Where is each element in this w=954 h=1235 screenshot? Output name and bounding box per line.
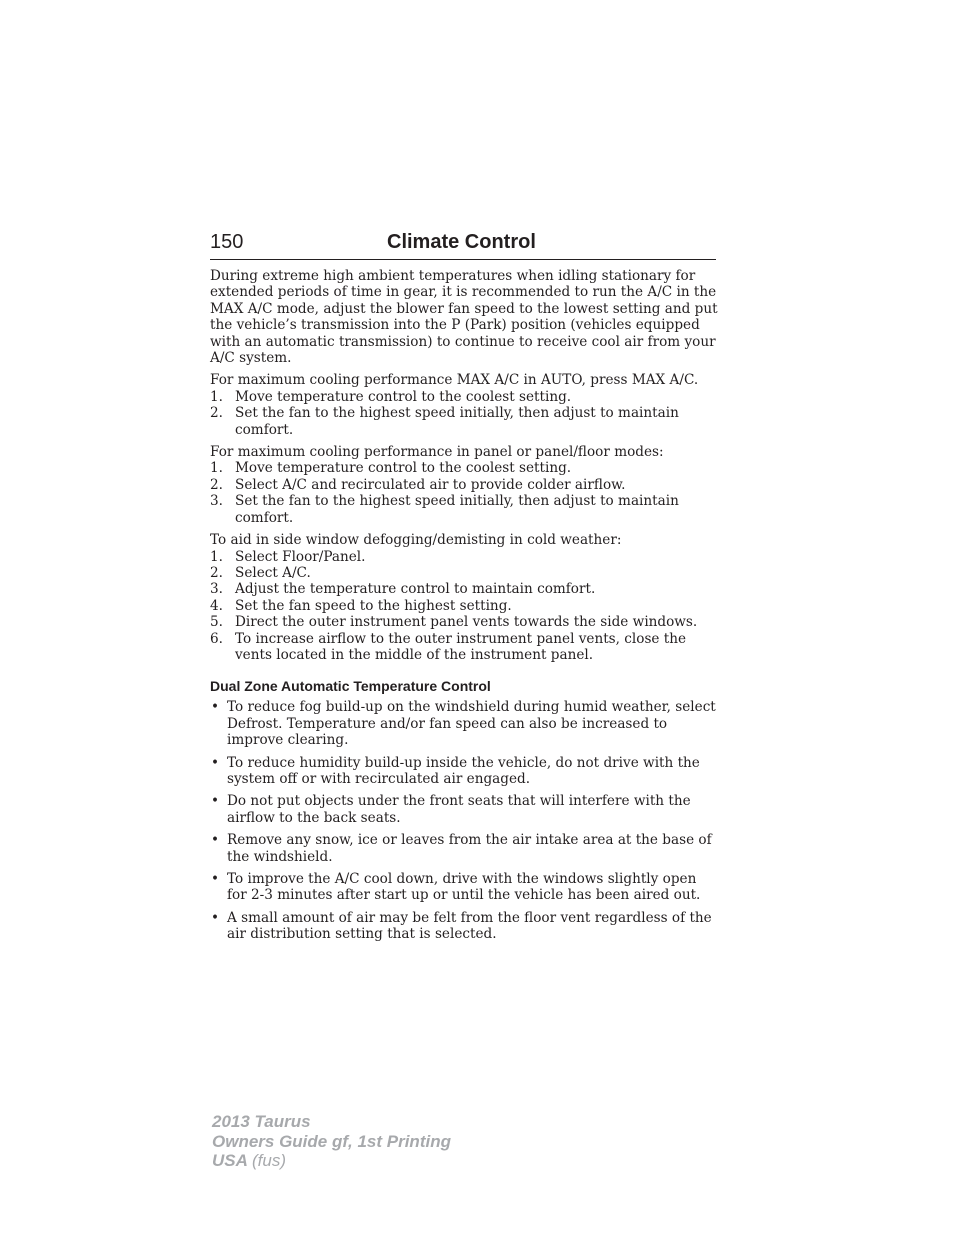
- list-item: 1. Move temperature control to the coolest setting.: [210, 388, 572, 405]
- max-ac-lead: For maximum cooling performance MAX A/C in AUTO, press MAX A/C.: [210, 372, 699, 389]
- footer-region-code: (fus): [252, 1151, 286, 1170]
- list-item: 2. Select A/C and recirculated air to provide colder airflow.: [210, 476, 626, 493]
- list-item: • Do not put objects under the front seats that will interfere with the airflow to the back seats.: [211, 793, 691, 826]
- page-number: 150: [210, 231, 244, 253]
- list-item: 2. Select A/C.: [210, 564, 311, 581]
- list-item: • Remove any snow, ice or leaves from the air intake area at the base of the windshield.: [211, 832, 712, 865]
- intro-paragraph: During extreme high ambient temperatures when idling stationary for extended periods of time in gear, it is recommended to run the A/C in the MAX A/C mode, adjust the blower fan speed to the lowest setting and put the vehicle’s transmission into the P (Park) position (vehicles equipped with an automatic transmission) to continue to receive cool air from your A/C system.: [210, 268, 718, 367]
- footer-edition: Owners Guide gf, 1st Printing: [212, 1131, 451, 1151]
- dual-zone-bullets: [210, 699, 720, 942]
- list-item: 6. To increase airflow to the outer instrument panel vents, close the vents located in the middle of the instrument panel.: [210, 630, 687, 663]
- bullet-icon: •: [211, 909, 220, 926]
- page-body: [210, 268, 720, 949]
- bullet-icon: •: [211, 871, 220, 887]
- panel-steps: [210, 460, 720, 526]
- list-item: 3. Set the fan to the highest speed initially, then adjust to maintain comfort.: [210, 493, 679, 526]
- list-item: • A small amount of air may be felt from the floor vent regardless of the air distribution setting that is selected.: [211, 909, 712, 943]
- list-item: 2. Set the fan to the highest speed initially, then adjust to maintain comfort.: [210, 405, 679, 438]
- bullet-icon: •: [211, 754, 220, 771]
- page-footer: [212, 1112, 451, 1171]
- bullet-icon: •: [211, 699, 220, 716]
- footer-region: USA (fus): [212, 1151, 286, 1170]
- list-item: • To reduce humidity build-up inside the vehicle, do not drive with the system off or with recirculated air engaged.: [211, 754, 700, 787]
- list-item: • To improve the A/C cool down, drive with the windows slightly open for 2-3 minutes after start up or until the vehicle has been aired out.: [211, 871, 701, 904]
- bullet-icon: •: [211, 793, 220, 810]
- list-item: 1. Select Floor/Panel.: [210, 548, 366, 565]
- section-heading: Dual Zone Automatic Temperature Control: [210, 678, 491, 695]
- defog-steps: [210, 549, 720, 664]
- page-title: Climate Control: [387, 231, 536, 253]
- list-item: 4. Set the fan speed to the highest setting.: [210, 597, 512, 614]
- page-header: [210, 229, 716, 260]
- bullet-icon: •: [211, 832, 220, 849]
- max-ac-steps: [210, 389, 720, 438]
- list-item: 1. Move temperature control to the coolest setting.: [210, 460, 572, 477]
- footer-model: 2013 Taurus: [212, 1112, 311, 1131]
- list-item: 5. Direct the outer instrument panel vents towards the side windows.: [210, 614, 698, 631]
- list-item: • To reduce fog build-up on the windshield during humid weather, select Defrost. Temperature and/or fan speed can also be increased to improve clearing.: [211, 699, 716, 749]
- defog-lead: To aid in side window defogging/demisting in cold weather:: [210, 532, 622, 549]
- panel-lead: For maximum cooling performance in panel or panel/floor modes:: [210, 444, 664, 461]
- list-item: 3. Adjust the temperature control to maintain comfort.: [210, 581, 596, 598]
